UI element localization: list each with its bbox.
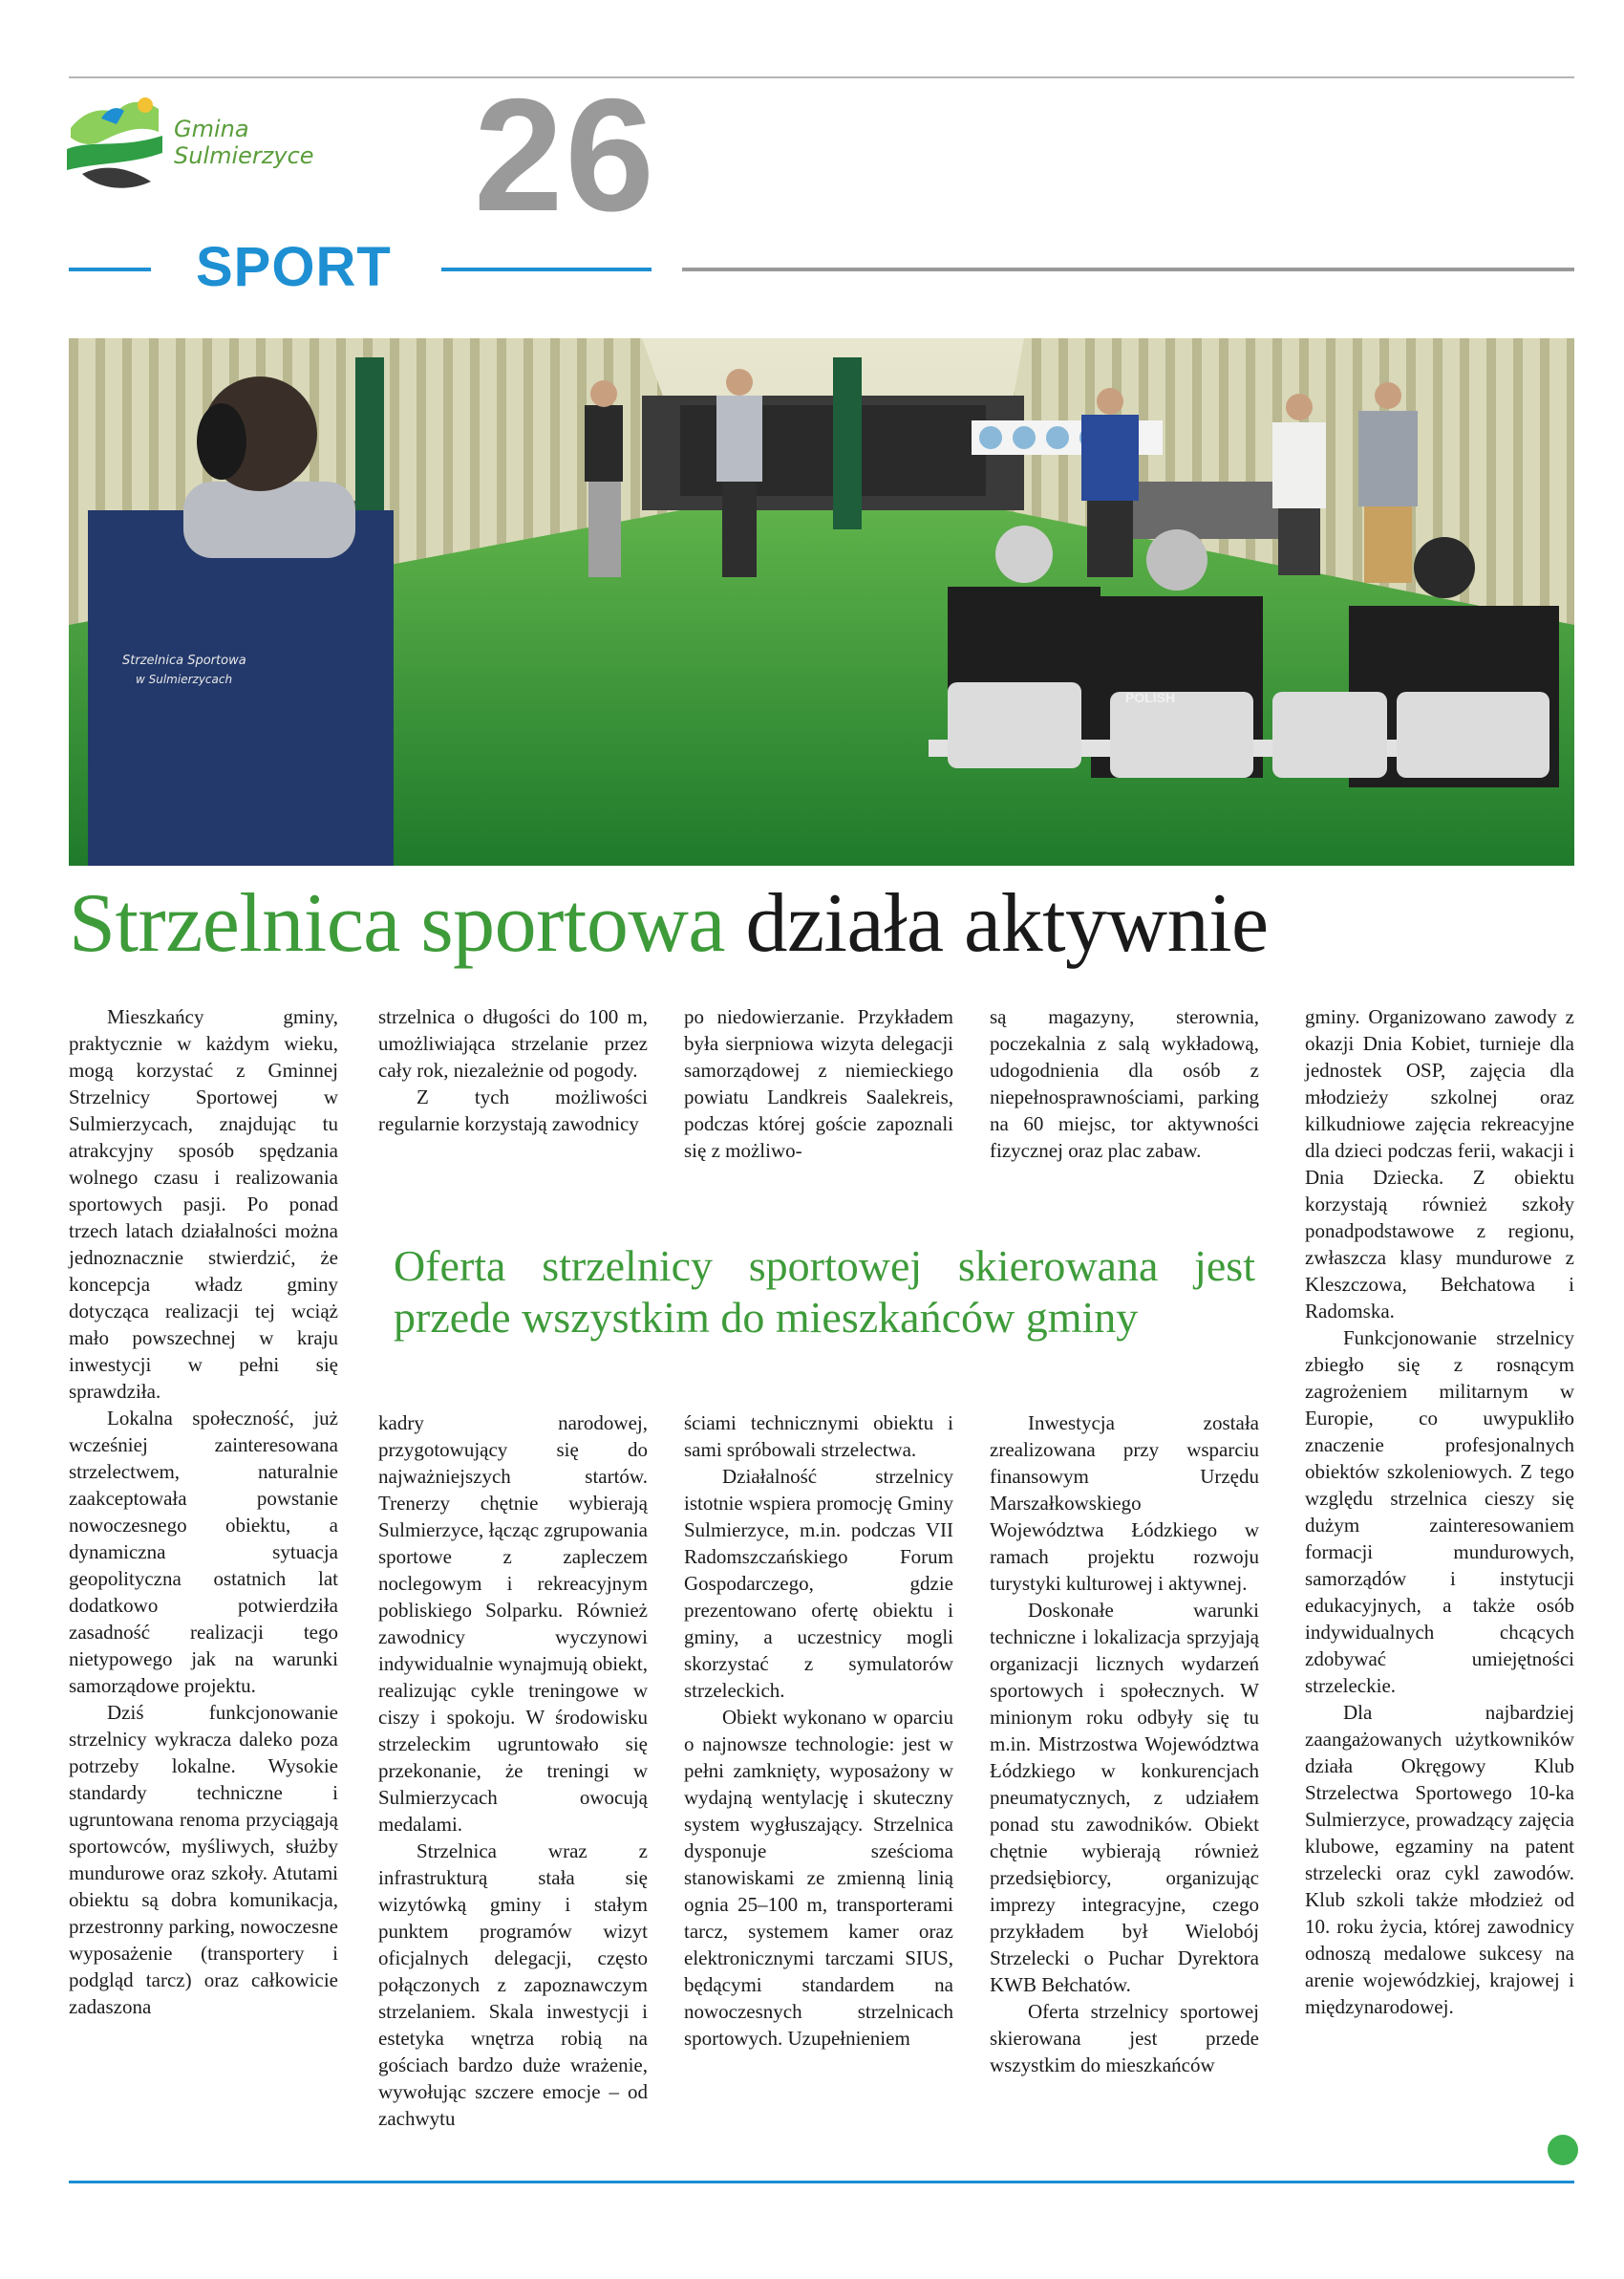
article-col-3-top — [684, 1003, 953, 1164]
paragraph: Lokalna społeczność, już wcześniej zainteresowana strzelectwem, naturalnie zaakceptowała powstanie nowoczesnego obiektu, a dynamiczna sytuacja geopolityczna ostatnich lat dodatkowo potwierdziła zasadność realizacji tego nietypowego jak na warunki samorządowe projektu. — [69, 1407, 338, 1697]
paragraph: gminy. Organizowano zawody z okazji Dnia Kobiet, turnieje dla jednostek OSP, zajęcia dla młodzieży szkolnej oraz kilkudniowe zajęcia rekreacyjne dla dzieci podczas ferii, wakacji i Dnia Dziecka. Z obiektu korzystają również szkoły ponadpodstawowe z regionu, zwłaszcza klasy mundurowe z Kleszczowa, Bełchatowa i Radomska. — [1305, 1005, 1574, 1322]
paragraph: Dziś funkcjonowanie strzelnicy wykracza daleko poza potrzeby lokalne. Wysokie standardy techniczne i ugruntowana renoma przyciągają sportowców, myśliwych, służby mundurowe oraz szkoły. Atutami obiektu są dobra komunikacja, przestronny parking, nowoczesne wyposażenie (transportery i podgląd tarcz) oraz całkowicie zadaszona — [69, 1701, 338, 2018]
paragraph: po niedowierzanie. Przykładem była sierpniowa wizyta delegacji samorządowej z niemieckiego powiatu Landkreis Saalekreis, podczas której goście zapoznali się z możliwo- — [684, 1005, 953, 1162]
pull-quote: Oferta strzelnicy sportowej skierowana jest przede wszystkim do mieszkańców gminy — [394, 1241, 1255, 1342]
shirt-text-3: POLISH — [1125, 690, 1176, 705]
end-dot-icon — [1548, 2135, 1578, 2165]
article-col-4-bottom — [990, 1409, 1259, 2078]
standing-shooter-3 — [1081, 388, 1139, 577]
paragraph: Z tych możliwości regularnie korzystają zawodnicy — [378, 1086, 648, 1135]
article-headline — [69, 871, 1588, 977]
shirt-text-1: Strzelnica Sportowa — [122, 654, 246, 668]
gmina-logo-icon — [63, 82, 168, 197]
article-col-4-top — [990, 1003, 1259, 1164]
headline-black: działa aktywnie — [745, 877, 1269, 970]
section-label: SPORT — [196, 236, 392, 298]
top-rule — [69, 76, 1574, 78]
paragraph: Doskonałe warunki techniczne i lokalizacja sprzyjają organizacji licznych wydarzeń sportowych i społecznych. W minionym roku odbyły się tu m.in. Mistrzostwa Województwa Łódzkiego w konkurencjach pneumatycznych, z udziałem ponad stu zawodników. Obiekt chętnie wybierają również przedsiębiorcy, organizując imprezy integracyjne, czego przykładem był Wielobój Strzelecki o Puchar Dyrektora KWB Bełchatów. — [990, 1599, 1259, 1996]
standing-shooter-5 — [1358, 382, 1418, 583]
logo-line2: Sulmierzyce — [174, 142, 314, 169]
paragraph: Inwestycja została zrealizowana przy wsparciu finansowym Urzędu Marszałkowskiego Województwa Łódzkiego w ramach projektu rozwoju turystyki kulturowej i aktywnej. — [990, 1411, 1259, 1595]
page-number: 26 — [474, 65, 656, 245]
gmina-logo — [63, 82, 340, 206]
shirt-text-2: w Sulmierzycach — [136, 673, 233, 686]
article-col-2-bottom — [378, 1409, 648, 2132]
headline-green: Strzelnica sportowa — [69, 877, 725, 970]
logo-line1: Gmina — [174, 116, 249, 142]
paragraph: Funkcjonowanie strzelnicy zbiegło się z rosnącym zagrożeniem militarnym w Europie, co uwypukliło znaczenie profesjonalnych obiektów szkoleniowych. Z tego względu strzelnica cieszy się dużym zainteresowaniem formacji mundurowych, samorządów i instytucji edukacyjnych, a także osób indywidualnych chcących zdobywać umiejętności strzeleckie. — [1305, 1326, 1574, 1697]
paragraph: strzelnica o długości do 100 m, umożliwiająca strzelanie przez cały rok, niezależnie od pogody. — [378, 1005, 648, 1082]
standing-shooter-2 — [716, 369, 762, 577]
section-rule-right — [441, 268, 652, 271]
paragraph: Mieszkańcy gminy, praktycznie w każdym wieku, mogą korzystać z Gminnej Strzelnicy Sportowej w Sulmierzycach, znajdując tu atrakcyjny sposób spędzania wolnego czasu i realizowania sportowych pasji. Po ponad trzech latach działalności można jednoznacznie stwierdzić, że koncepcja władz gminy dotycząca realizacji tej wciąż mało powszechnej w kraju inwestycji w pełni się sprawdziła. — [69, 1005, 338, 1403]
section-rule-gray — [682, 268, 1574, 271]
paragraph: Oferta strzelnicy sportowej skierowana jest przede wszystkim do mieszkańców — [990, 2000, 1259, 2076]
article-col-5 — [1305, 1003, 1574, 2020]
paragraph: są magazyny, sterownia, poczekalnia z salą wykładową, udogodnienia dla osób z niepełnosprawnościami, parking na 60 miejsc, tor aktywności fizycznej oraz plac zabaw. — [990, 1005, 1259, 1162]
section-rule-left — [69, 268, 151, 271]
paragraph: Dla najbardziej zaangażowanych użytkowników działa Okręgowy Klub Strzelectwa Sportowego 10-ka Sulmierzyce, prowadzący zajęcia klubowe, egzaminy na patent strzelecki oraz cykl zawodów. Klub szkoli także młodzież od 10. roku życia, której zawodnicy odnoszą medalowe sukcesy na arenie wojewódzkiej, krajowej i międzynarodowej. — [1305, 1701, 1574, 2018]
article-col-2-top — [378, 1003, 648, 1137]
article-col-1 — [69, 1003, 338, 2020]
paragraph: Obiekt wykonano w oparciu o najnowsze technologie: jest w pełni zamknięty, wyposażony w wydajną wentylację i skuteczny system wygłuszający. Strzelnica dysponuje sześcioma stanowiskami ze zmienną linią ognia 25–100 m, transporterami tarcz, systemem kamer oraz elektronicznymi tarczami SIUS, będącymi standardem na nowoczesnych strzelnicach sportowych. Uzupełnieniem — [684, 1706, 953, 2050]
paragraph: Strzelnica wraz z infrastrukturą stała się wizytówką gminy i stałym punktem programów wizyt oficjalnych delegacji, często połączonych z zapoznawczym strzelaniem. Skala inwestycji i estetyka wnętrza robią na gościach bardzo duże wrażenie, wywołując szczere emocje – od zachwytu — [378, 1839, 648, 2130]
paragraph: ściami technicznymi obiektu i sami spróbowali strzelectwa. — [684, 1411, 953, 1461]
shooting-range-photo — [69, 338, 1574, 866]
standing-shooter-1 — [585, 380, 623, 577]
paragraph: kadry narodowej, przygotowujący się do najważniejszych startów. Trenerzy chętnie wybierają Sulmierzyce, łącząc zgrupowania sportowe z zapleczem noclegowym i rekreacyjnym pobliskiego Solparku. Również zawodnicy wyczynowi indywidualnie wynajmują obiekt, realizując cykle treningowe w ciszy i spokoju. W środowisku strzeleckim ugruntowało się przekonanie, że treningi w Sulmierzycach owocują medalami. — [378, 1411, 648, 1836]
paragraph: Działalność strzelnicy istotnie wspiera promocję Gminy Sulmierzyce, m.in. podczas VII Radomszczańskiego Forum Gospodarczego, gdzie prezentowano ofertę obiektu i gminy, a uczestnicy mogli skorzystać z symulatorów strzeleckich. — [684, 1465, 953, 1702]
article-col-3-bottom — [684, 1409, 953, 2052]
bottom-rule — [69, 2181, 1574, 2183]
